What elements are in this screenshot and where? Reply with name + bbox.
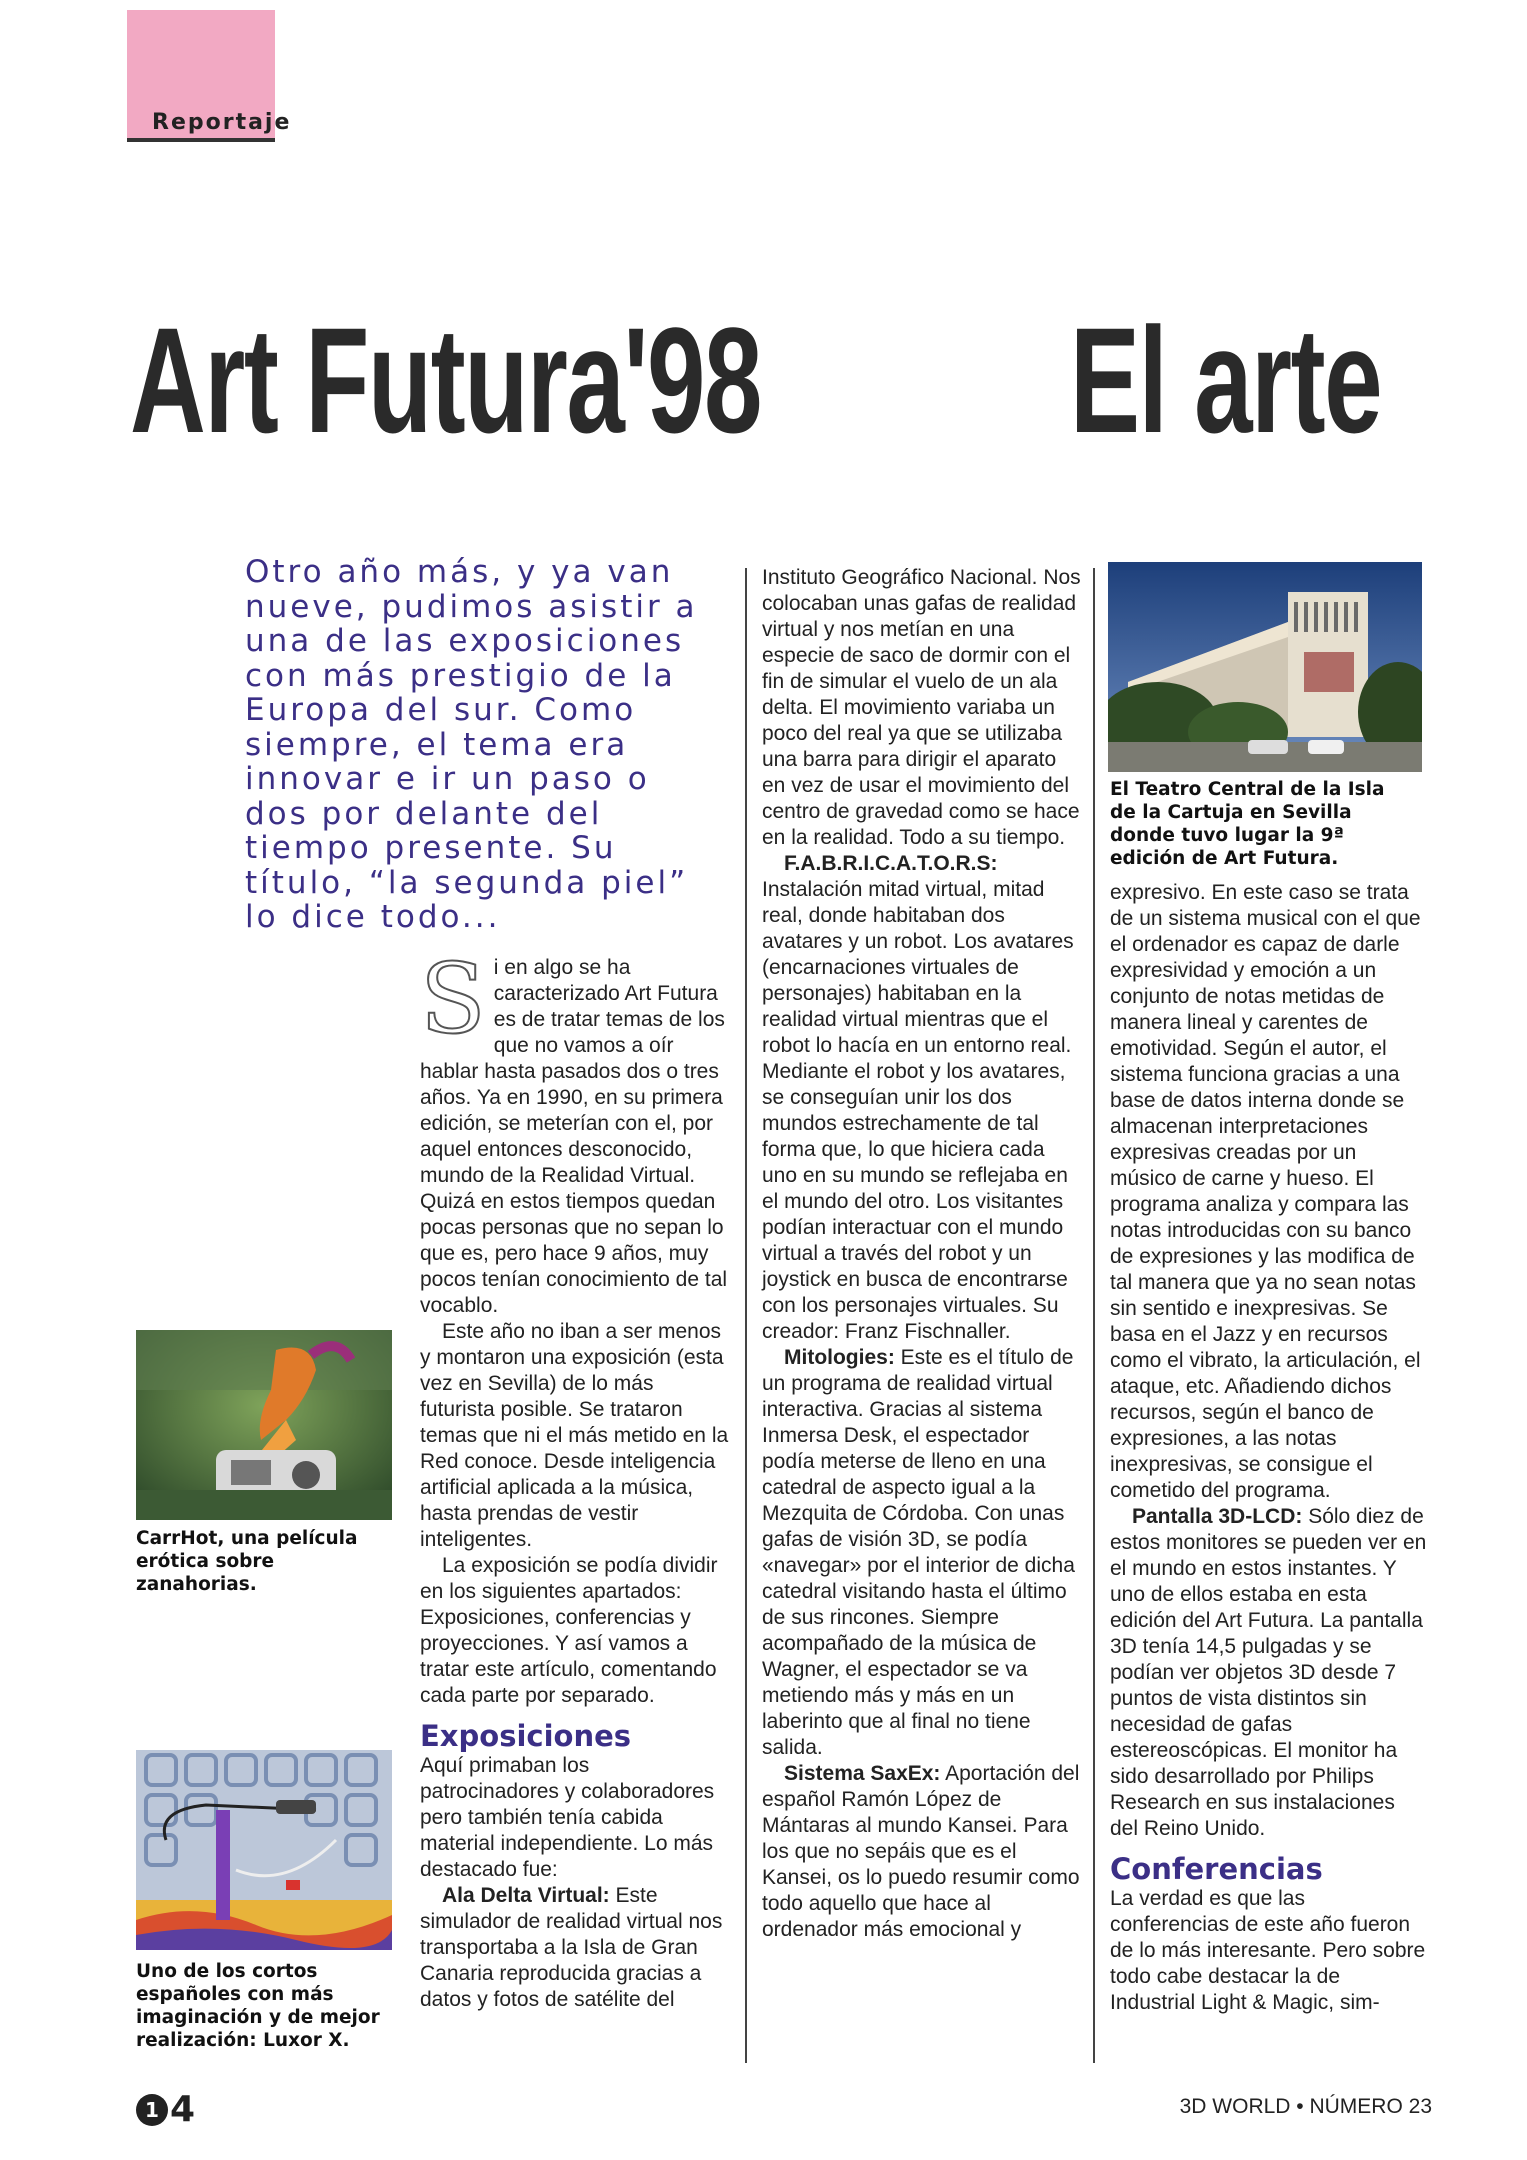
page-number-circle: 1 <box>136 2094 168 2126</box>
column-divider-1 <box>745 568 747 2063</box>
column3-paragraph-2: Pantalla 3D-LCD: Sólo diez de estos monitores se pueden ver en el mundo en estos instantes. Y uno de ellos estaba en esta edición del Art Futura. La pantalla 3D tenía 14,5 pulgadas y se podían ver objetos 3D desde 7 puntos de vista distintos sin necesidad de gafas estereoscópicas. El monitor ha sido desarrollado por Philips Research en sus instalaciones del Reino Unido. <box>1110 1505 1427 1840</box>
section-label: Reportaje <box>152 110 292 135</box>
column-divider-2 <box>1093 568 1095 2063</box>
column2-paragraph-4: Sistema SaxEx: Aportación del español Ramón López de Mántaras al mundo Kansei. Para los que no sepáis que es el Kansei, os lo puedo resumir como todo aquello que hace al ordenador más emocional y <box>762 1762 1080 1941</box>
carrhot-photo <box>136 1330 392 1520</box>
headline-continuation: El arte <box>1070 296 1382 464</box>
column2-paragraph-2: F.A.B.R.I.C.A.T.O.R.S: Instalación mitad virtual, mitad real, donde habitaban dos avatares y un robot. Los avatares (encarnaciones virtuales de personajes) habitaban en la realidad virtual mientras que el robot lo hacía en un entorno real. Mediante el robot y los avatares, se conseguían unir los dos mundos estrechamente de tal forma que, lo que hiciera cada uno en su mundo se reflejaba en el mundo del otro. Los visitantes podían interactuar con el mundo virtual a través del robot y un joystick en busca de encontrarse con los personajes virtuales. Su creador: Franz Fischnaller. <box>762 852 1074 1343</box>
drop-cap: S <box>420 943 486 1055</box>
column1-paragraph-5: Ala Delta Virtual: Este simulador de realidad virtual nos transportaba a la Isla de Gran Canaria reproducida gracias a datos y fotos de satélite del <box>420 1884 723 2011</box>
teatro-central-photo <box>1108 562 1422 772</box>
column1-paragraph-3: La exposición se podía dividir en los siguientes apartados: Exposiciones, conferencias y proyecciones. Y así vamos a tratar este artículo, comentando cada parte por separado. <box>420 1554 718 1707</box>
heading-exposiciones: Exposiciones <box>420 1719 632 1753</box>
luxor-caption: Uno de los cortos españoles con más imaginación y de mejor realización: Luxor X. <box>136 1961 380 2051</box>
section-underline <box>127 138 275 142</box>
column1-first-paragraph: Si en algo se ha caracterizado Art Futura es de tratar temas de los que no vamos a oír hablar hasta pasados dos o tres años. Ya en 1990, en su primera edición, se meterían con el, por aquel entonces desconocido, mundo de la Realidad Virtual. Quizá en estos tiempos quedan pocas personas que no sepan lo que es, pero hace 9 años, muy pocos tenían conocimiento de tal vocablo. <box>420 943 728 1317</box>
heading-conferencias: Conferencias <box>1110 1852 1323 1886</box>
column2-paragraph-1: Instituto Geográfico Nacional. Nos colocaban unas gafas de realidad virtual y nos metían en una especie de saco de dormir con el fin de simular el vuelo de un ala delta. El movimiento variaba un poco del real ya que se utilizaba una barra para dirigir el aparato en vez de usar el movimiento del centro de gravedad como se hace en la realidad. Todo a su tiempo. <box>762 566 1081 849</box>
column1-paragraph-4: Aquí primaban los patrocinadores y colaboradores pero también tenía cabida material independiente. Lo más destacado fue: <box>420 1754 715 1881</box>
teatro-caption: El Teatro Central de la Isla de la Cartuja en Sevilla donde tuvo lugar la 9ª edición de Art Futura. <box>1110 779 1385 869</box>
issue-footer: 3D WORLD • NÚMERO 23 <box>1179 2095 1432 2118</box>
intro-paragraph: Otro año más, y ya van nueve, pudimos asistir a una de las exposiciones con más prestigio de la Europa del sur. Como siempre, el tema era innovar e ir un paso o dos por delante del tiempo presente. Su título, “la segunda piel” lo dice todo... <box>245 554 698 935</box>
column3-paragraph-3: La verdad es que las conferencias de este año fueron de lo más interesante. Pero sobre todo cabe destacar la de Industrial Light & Magic, sim- <box>1110 1887 1426 2014</box>
headline-title: Art Futura'98 <box>130 296 762 464</box>
luxor-photo <box>136 1750 392 1950</box>
article-column-1 <box>420 943 730 2013</box>
page-number: 1 4 <box>136 2090 195 2130</box>
article-column-2 <box>762 565 1084 1943</box>
column2-paragraph-3: Mitologies: Este es el título de un programa de realidad virtual interactiva. Gracias al sistema Inmersa Desk, el espectador podía meterse de lleno en una catedral de aspecto igual a la Mezquita de Córdoba. Con unas gafas de visión 3D, se podía «navegar» por el interior de dicha catedral visitando hasta el último de sus rincones. Siempre acompañado de la música de Wagner, el espectador se va metiendo más y más en un laberinto que al final no tiene salida. <box>762 1346 1075 1759</box>
article-column-3 <box>1110 880 1428 2016</box>
column1-paragraph-2: Este año no iban a ser menos y montaron una exposición (esta vez en Sevilla) de lo más futurista posible. Se trataron temas que ni el más metido en la Red conoce. Desde inteligencia artificial aplicada a la música, hasta prendas de vestir inteligentes. <box>420 1320 729 1551</box>
carrhot-caption: CarrHot, una película erótica sobre zanahorias. <box>136 1528 358 1595</box>
column3-paragraph-1: expresivo. En este caso se trata de un sistema musical con el que el ordenador es capaz de darle expresividad y emoción a un conjunto de notas metidas de manera lineal y carentes de emotividad. Según el autor, el sistema funciona gracias a una base de datos interna donde se almacenan interpretaciones expresivas creadas por un músico de carne y hueso. El programa analiza y compara las notas introducidas con su banco de expresiones y las modifica de tal manera que ya no sean notas sin sentido e inexpresivas. Se basa en el Jazz y en recursos como el vibrato, la articulación, el ataque, etc. Añadiendo dichos recursos, según el banco de expresiones, a las notas inexpresivas, se consigue el cometido del programa. <box>1110 881 1421 1502</box>
